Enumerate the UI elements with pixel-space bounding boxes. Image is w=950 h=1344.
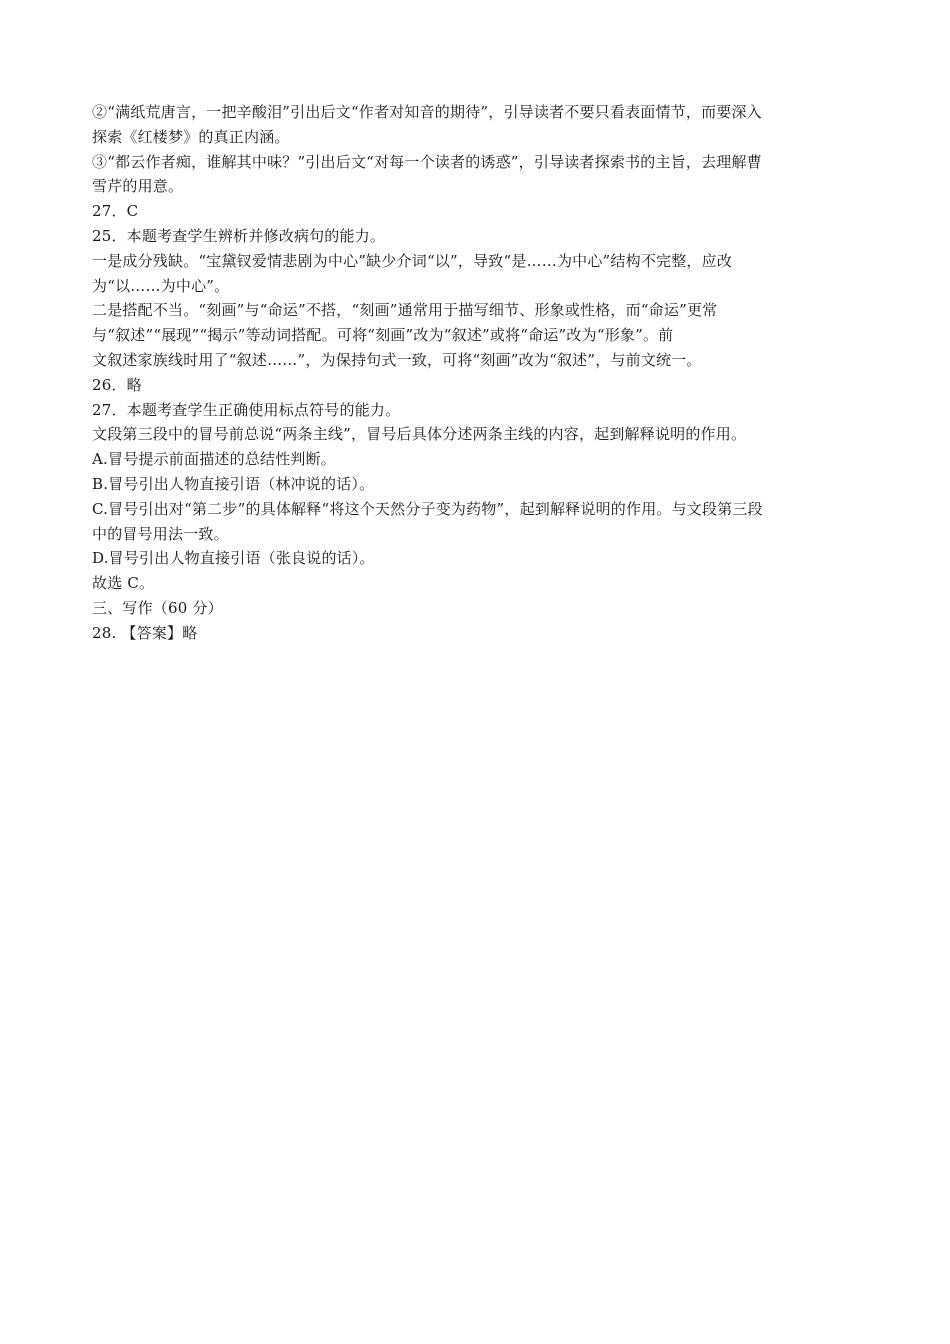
answer-line: 26．略 [92, 375, 142, 394]
text-line: ③“都云作者痴，谁解其中味？”引出后文“对每一个读者的诱惑”，引导读者探索书的主旨，去理解曹 [92, 152, 762, 171]
answer-line: 27．C [92, 202, 139, 221]
text-line: 为“以……为中心”。 [92, 276, 230, 295]
answer-document [92, 100, 862, 646]
conclusion-line: 故选 C。 [92, 574, 155, 593]
question-heading: 25．本题考查学生辨析并修改病句的能力。 [92, 226, 386, 245]
option-a: A.冒号提示前面描述的总结性判断。 [92, 450, 337, 469]
option-b: B.冒号引出人物直接引语（林冲说的话）。 [92, 474, 375, 493]
text-line: 雪芹的用意。 [92, 177, 184, 196]
text-line: 探索《红楼梦》的真正内涵。 [92, 127, 290, 146]
text-line: 文叙述家族线时用了“叙述……”，为保持句式一致，可将“刻画”改为“叙述”，与前文统一。 [92, 350, 702, 369]
text-line: ②“满纸荒唐言，一把辛酸泪”引出后文“作者对知音的期待”，引导读者不要只看表面情节，而要深入 [92, 103, 762, 121]
text-line: 二是搭配不当。“刻画”与“命运”不搭，“刻画”通常用于描写细节、形象或性格，而“命运”更常 [92, 301, 718, 320]
option-c-continued: 中的冒号用法一致。 [92, 524, 229, 543]
answer-line: 28. 【答案】略 [92, 623, 198, 642]
option-c: C.冒号引出对“第二步”的具体解释“将这个天然分子变为药物”，起到解释说明的作用。与文段第三段 [92, 499, 763, 518]
option-d: D.冒号引出人物直接引语（张良说的话）。 [92, 549, 375, 568]
text-line: 一是成分残缺。“宝黛钗爱情悲剧为中心”缺少介词“以”，导致“是……为中心”结构不完整，应改 [92, 251, 733, 270]
section-heading: 三、写作（60 分） [92, 598, 223, 617]
text-line: 与“叙述”“展现”“揭示”等动词搭配。可将“刻画”改为“叙述”或将“命运”改为“形象”。前 [92, 326, 674, 345]
question-heading: 27．本题考查学生正确使用标点符号的能力。 [92, 400, 401, 419]
text-line: 文段第三段中的冒号前总说“两条主线”，冒号后具体分述两条主线的内容，起到解释说明的作用。 [92, 425, 747, 444]
